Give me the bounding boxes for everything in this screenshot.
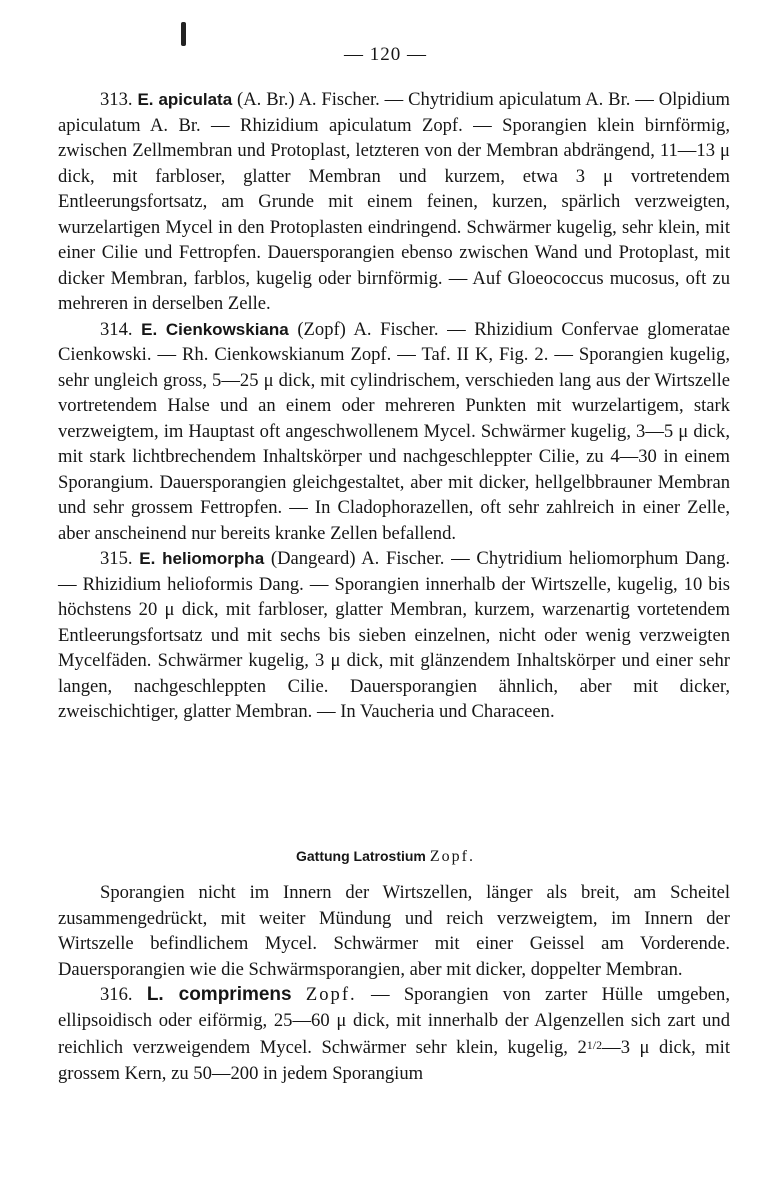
entry-316-text-b: —3 μ dick, mit grossem Kern, zu 50—200 in jedem Sporangium [58, 1037, 730, 1084]
genus-author: Zopf. [429, 848, 475, 865]
genus-name: Gattung Latrostium [296, 848, 426, 864]
entry-313-number: 313. [100, 89, 133, 110]
entry-313-text: (A. Br.) A. Fischer. — Chytridium apiculatum A. Br. — Olpidium apiculatum A. Br. — Rhizidium apiculatum Zopf. — Sporangien klein birnförmig, zwischen Zellmembran und Protoplast, letzteren von der Membran abdrängend, 11—13 μ dick, mit farbloser, glatter Membran und kurzem, etwa 3 μ vortretendem Entleerungsfortsatz, am Grunde mit einem feinen, kurzen, spärlich verzweigten, wurzelartigen Mycel in den Protoplasten eindringend. Schwärmer kugelig, sehr klein, mit einer Cilie und Fettropfen. Dauersporangien ebenso zwischen Wand und Protoplast, mit dicker Membran, farblos, kugelig oder birnförmig. — Auf Gloeococcus mucosus, oft zu mehreren in derselben Zelle. [58, 89, 731, 314]
entry-316 [58, 982, 730, 1086]
entry-316-author: Zopf. [305, 984, 357, 1005]
entry-316-name: L. comprimens [146, 984, 292, 1005]
entry-313 [58, 87, 730, 317]
entry-315-number: 315. [100, 548, 133, 569]
entry-313-name: E. apiculata [137, 90, 233, 109]
ink-spot [181, 22, 186, 46]
text-block-upper [58, 87, 730, 725]
entry-316-fraction: 1/2 [586, 1038, 603, 1052]
entry-314-number: 314. [100, 318, 133, 340]
entry-315 [58, 546, 730, 725]
entry-316-text-a: — Sporangien von zarter Hülle umgeben, ellipsoidisch oder eiförmig, 25—60 μ dick, mit innerhalb der Algenzellen sich zart und reichlich verzweigendem Mycel. Schwärmer sehr klein, kugelig, 2 [58, 984, 730, 1058]
entry-314 [58, 317, 730, 547]
entry-314-name: E. Cienkowskiana [141, 319, 289, 339]
text-block-lower [58, 880, 730, 1086]
genus-heading [0, 848, 771, 866]
entry-316-number: 316. [100, 984, 133, 1005]
genus-description: Sporangien nicht im Innern der Wirtszellen, länger als breit, am Scheitel zusammengedrückt, mit weiter Mündung und reich verzweigtem, im Innern der Wirtszelle befindlichem Mycel. Schwärmer mit einer Geissel am Vorderende. Dauersporangien wie die Schwärmsporangien, aber mit dicker, doppelter Membran. [58, 882, 730, 980]
entry-314-text: (Zopf) A. Fischer. — Rhizidium Confervae glomeratae Cienkowski. — Rh. Cienkowskianum Zopf. — Taf. II K, Fig. 2. — Sporangien kugelig, sehr ungleich gross, 5—25 μ dick, mit cylindrischem, verschieden lang aus der Wirtszelle vortretendem Halse und an einem oder mehreren Punkten mit wurzelartigem, stark verzweigtem, im Hauptast oft angeschwollenem Mycel. Schwärmer kugelig, 3—5 μ dick, mit stark lichtbrechendem Inhaltskörper und nachgeschleppter Cilie, zu 4—30 in einem Sporangium. Dauersporangien gleichgestaltet, aber mit dicker, hellgelbbrauner Membran und sehr grossem Fettropfen. — In Cladophorazellen, oft sehr zahlreich in einer Zelle, aber anscheinend nur bereits kranke Zellen befallend. [58, 318, 731, 544]
page-number: — 120 — [344, 44, 427, 65]
entry-315-text: (Dangeard) A. Fischer. — Chytridium heliomorphum Dang. — Rhizidium helioformis Dang. — Sporangien innerhalb der Wirtszelle, kugelig, 10 bis höchstens 20 μ dick, mit farbloser, glatter Membran, kurzem, warzenartig vortetendem Entleerungsfortsatz und mit sechs bis sieben einzelnen, nicht oder wenig verzweigten Mycelfäden. Schwärmer kugelig, 3 μ dick, mit glänzendem Inhaltskörper und einer sehr langen, nachgeschleppten Cilie. Dauersporangien ähnlich, aber mit dicker, zweischichtiger, glatter Membran. — In Vaucheria und Characeen. [58, 548, 731, 722]
entry-315-name: E. heliomorpha [139, 549, 265, 568]
